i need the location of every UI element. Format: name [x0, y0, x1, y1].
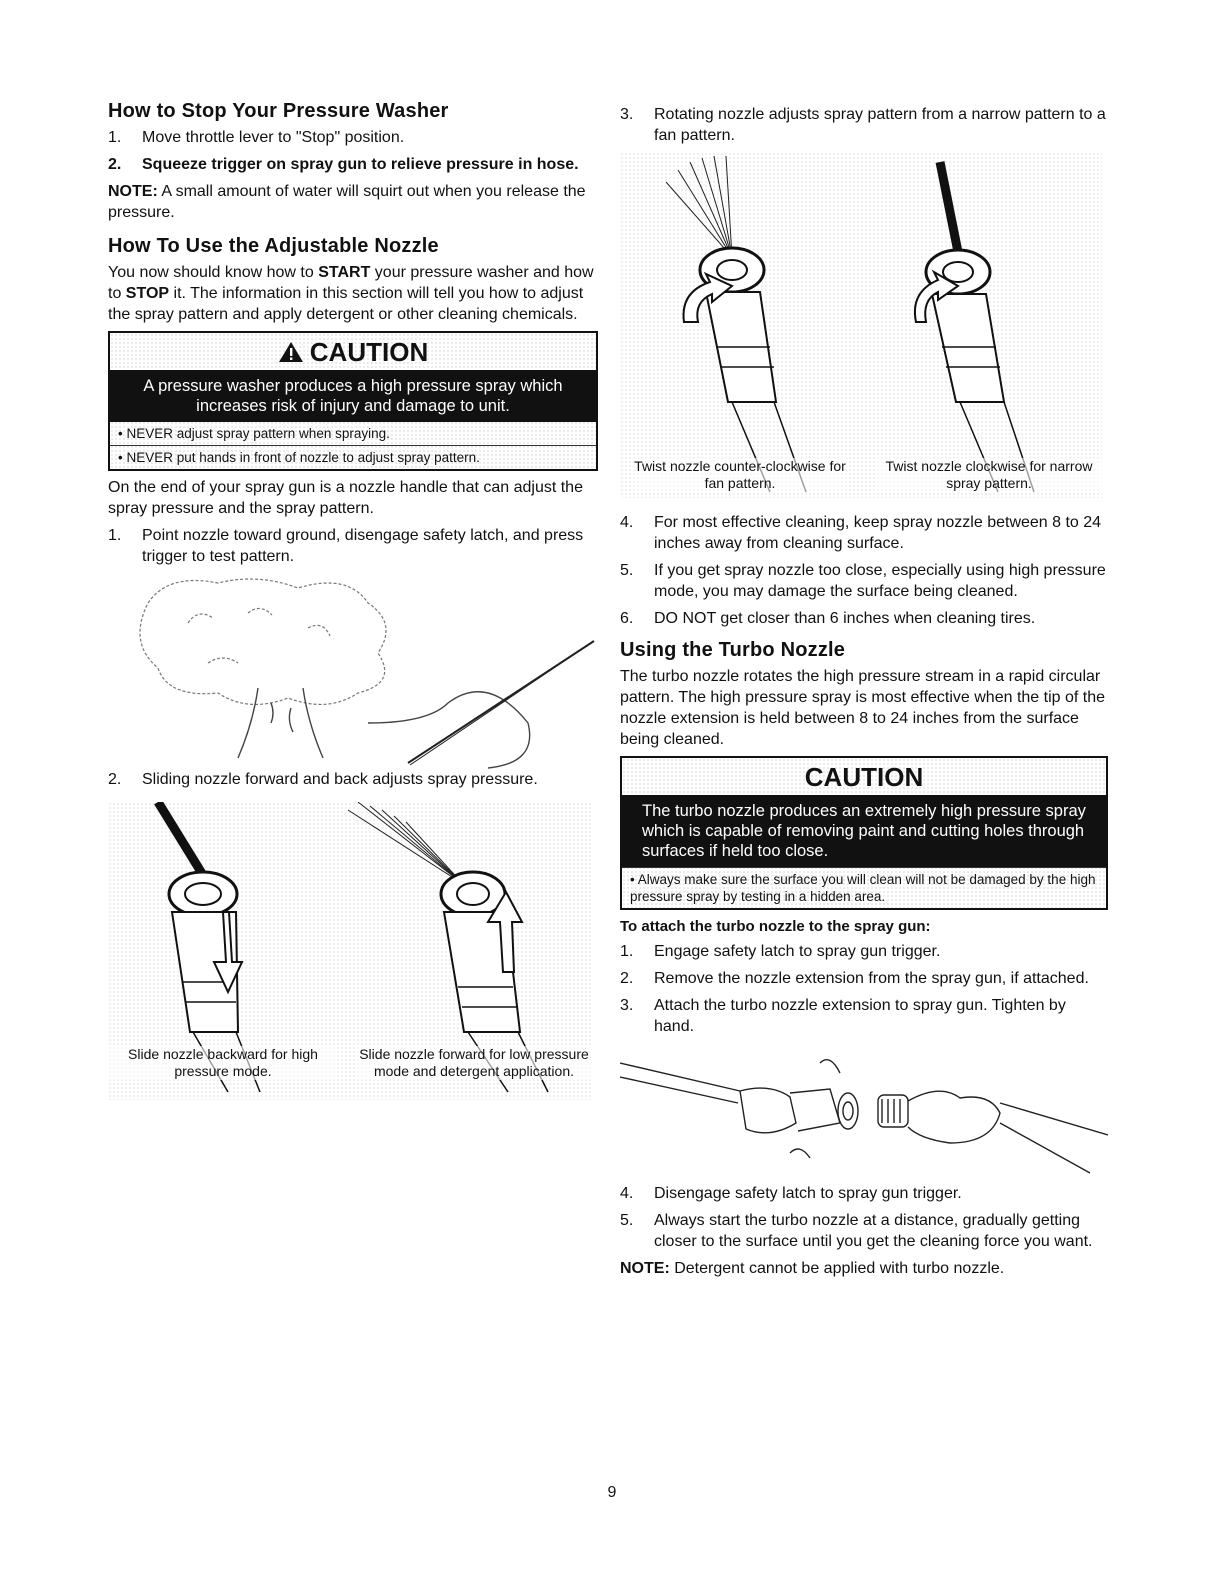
- nozzle-heading: How To Use the Adjustable Nozzle: [108, 235, 439, 257]
- turbo-note: NOTE: Detergent cannot be applied with turbo nozzle.: [620, 1260, 1005, 1277]
- stop-heading: How to Stop Your Pressure Washer: [108, 100, 449, 122]
- caution-bullet: • Always make sure the surface you will clean will not be damaged by the high pressure spray by testing in a hidden area.: [622, 867, 1106, 908]
- stop-note: NOTE: A small amount of water will squirt out when you release the pressure.: [108, 183, 586, 221]
- caution-warning-text: A pressure washer produces a high pressure spray which increases risk of injury and damage to unit.: [110, 370, 596, 422]
- attach-step-2: 2. Remove the nozzle extension from the spray gun, if attached.: [620, 970, 1089, 987]
- nozzle-step-4: 4. For most effective cleaning, keep spray nozzle between 8 to 24 inches away from cleaning surface.: [620, 514, 1102, 552]
- nozzle-step-6: 6. DO NOT get closer than 6 inches when cleaning tires.: [620, 610, 1036, 627]
- turbo-attach-illustration: [620, 1043, 1108, 1183]
- caption-slide-forward: Slide nozzle forward for low pressure mode and detergent application.: [356, 1046, 592, 1080]
- caution-title: CAUTION: [110, 333, 596, 370]
- slide-nozzle-figure: [108, 802, 592, 1100]
- turbo-step-5: 5. Always start the turbo nozzle at a distance, gradually getting closer to the surface until you get the cleaning force you want.: [620, 1212, 1093, 1250]
- stop-step-1: 1. Move throttle lever to "Stop" position.: [108, 129, 405, 146]
- handle-text: On the end of your spray gun is a nozzle handle that can adjust the spray pressure and the spray pattern.: [108, 479, 583, 517]
- caution-title: CAUTION: [804, 762, 924, 792]
- warning-triangle-icon: [278, 341, 304, 363]
- nozzle-step-3: 3. Rotating nozzle adjusts spray pattern from a narrow pattern to a fan pattern.: [620, 106, 1106, 144]
- attach-step-3: 3. Attach the turbo nozzle extension to spray gun. Tighten by hand.: [620, 997, 1066, 1035]
- twist-nozzle-figure: [620, 152, 1102, 498]
- caption-twist-cw: Twist nozzle clockwise for narrow spray pattern.: [876, 458, 1102, 492]
- turbo-step-4: 4. Disengage safety latch to spray gun trigger.: [620, 1185, 962, 1202]
- nozzle-step-2: 2. Sliding nozzle forward and back adjusts spray pressure.: [108, 771, 538, 788]
- right-column: [620, 104, 1108, 1285]
- caution-box-right: [620, 756, 1108, 910]
- turbo-intro: The turbo nozzle rotates the high pressure stream in a rapid circular pattern. The high pressure spray is most effective when the tip of the nozzle extension is held between 8 to 24 inches from the surface being cleaned.: [620, 668, 1106, 748]
- caption-slide-backward: Slide nozzle backward for high pressure mode.: [108, 1046, 338, 1080]
- caution-bullet: • NEVER adjust spray pattern when spraying.: [118, 426, 390, 441]
- nozzle-step-5: 5. If you get spray nozzle too close, especially using high pressure mode, you may damage the surface being cleaned.: [620, 562, 1106, 600]
- caution-bullet: • NEVER put hands in front of nozzle to adjust spray pattern.: [110, 445, 596, 469]
- turbo-heading: Using the Turbo Nozzle: [620, 639, 846, 661]
- caption-twist-ccw: Twist nozzle counter-clockwise for fan pattern.: [634, 458, 846, 491]
- page-number: 9: [607, 1484, 617, 1501]
- stop-step-2: 2. Squeeze trigger on spray gun to relieve pressure in hose.: [108, 156, 579, 173]
- nozzle-fan-drawing: [666, 156, 806, 492]
- tree-spray-illustration: [108, 573, 598, 769]
- attach-heading: To attach the turbo nozzle to the spray gun:: [620, 918, 931, 935]
- left-column: [108, 100, 598, 1100]
- nozzle-intro: You now should know how to START your pressure washer and how to STOP it. The information in this section will tell you how to adjust the spray pattern and apply detergent or other cleaning chemicals.: [108, 264, 594, 323]
- caution-warning-text: The turbo nozzle produces an extremely high pressure spray which is capable of removing paint and cutting holes through surfaces if held too close.: [622, 795, 1106, 867]
- nozzle-narrow-drawing: [915, 162, 1034, 492]
- nozzle-step-1: 1. Point nozzle toward ground, disengage safety latch, and press trigger to test pattern.: [108, 527, 584, 565]
- attach-step-1: 1. Engage safety latch to spray gun trigger.: [620, 943, 941, 960]
- caution-box-left: [108, 331, 598, 471]
